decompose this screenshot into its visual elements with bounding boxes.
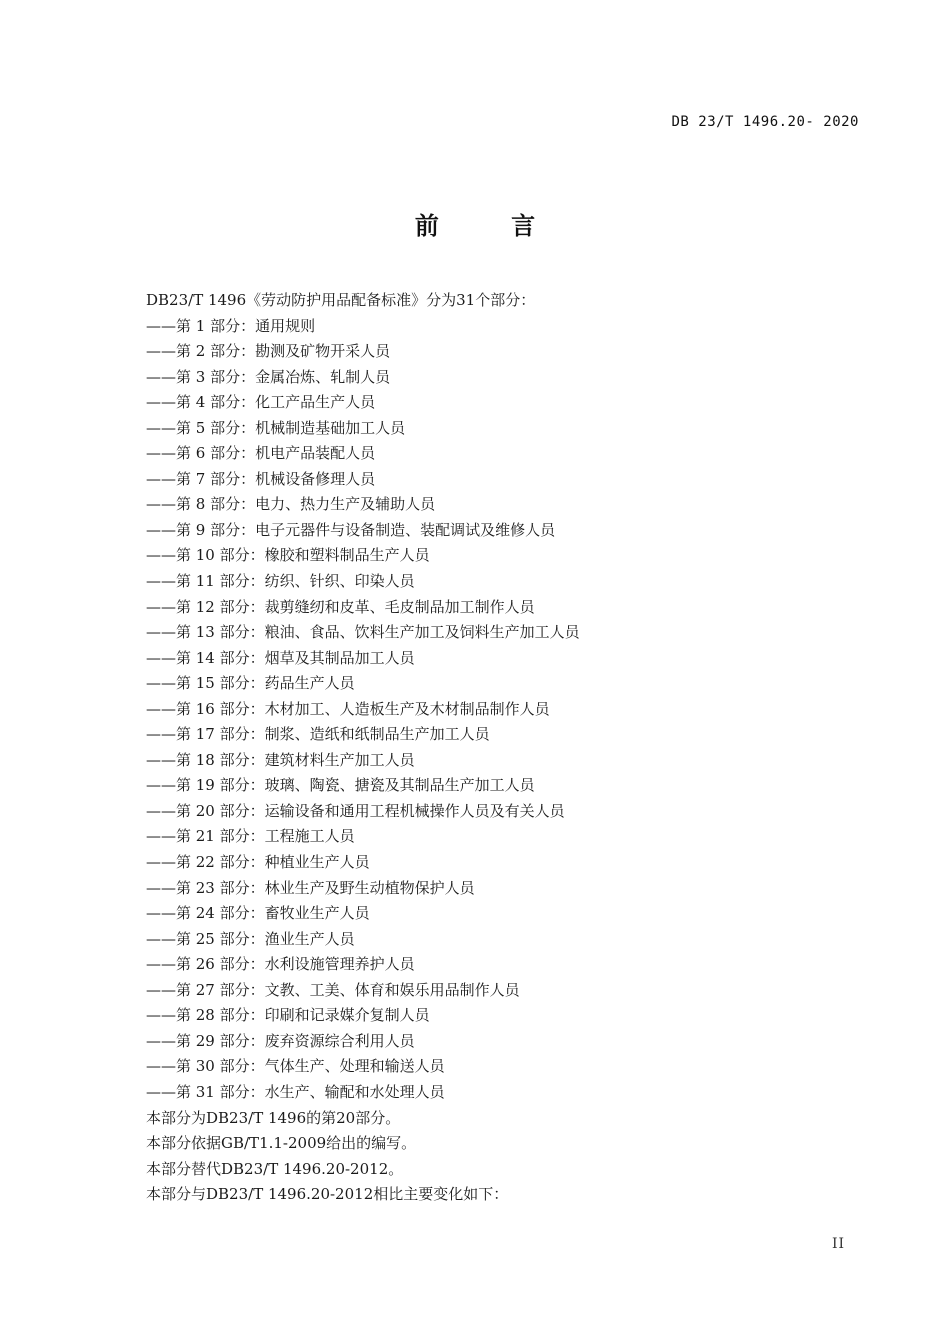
part-list-item: ——第 7 部分：机械设备修理人员 <box>146 469 376 488</box>
part-list-item: ——第 12 部分：裁剪缝纫和皮革、毛皮制品加工制作人员 <box>146 597 535 616</box>
part-list-item: ——第 31 部分：水生产、输配和水处理人员 <box>146 1082 445 1101</box>
closing-paragraph: 本部分替代DB23/T 1496.20-2012。 <box>146 1159 404 1178</box>
part-list-item: ——第 26 部分：水利设施管理养护人员 <box>146 955 415 974</box>
part-list-item: ——第 18 部分：建筑材料生产加工人员 <box>146 750 415 769</box>
part-list-item: ——第 11 部分：纺织、针织、印染人员 <box>146 572 415 591</box>
part-list-item: ——第 19 部分：玻璃、陶瓷、搪瓷及其制品生产加工人员 <box>146 776 535 795</box>
part-list-item: ——第 30 部分：气体生产、处理和输送人员 <box>146 1057 445 1076</box>
parts-list <box>146 314 866 1106</box>
part-list-item: ——第 21 部分：工程施工人员 <box>146 827 355 846</box>
standard-number: DB 23/T 1496.20- 2020 <box>671 114 859 130</box>
part-list-item: ——第 20 部分：运输设备和通用工程机械操作人员及有关人员 <box>146 801 565 820</box>
part-list-item: ——第 1 部分：通用规则 <box>146 316 316 335</box>
part-list-item: ——第 23 部分：林业生产及野生动植物保护人员 <box>146 878 475 897</box>
part-list-item: ——第 9 部分：电子元器件与设备制造、装配调试及维修人员 <box>146 520 556 539</box>
closing-paragraphs <box>146 1106 866 1208</box>
intro-paragraph: DB23/T 1496《劳动防护用品配备标准》分为31个部分： <box>146 291 536 309</box>
part-list-item: ——第 17 部分：制浆、造纸和纸制品生产加工人员 <box>146 725 490 744</box>
foreword-body <box>146 288 866 1208</box>
closing-paragraph: 本部分依据GB/T1.1-2009给出的编写。 <box>146 1134 417 1153</box>
part-list-item: ——第 28 部分：印刷和记录媒介复制人员 <box>146 1006 430 1025</box>
part-list-item: ——第 5 部分：机械制造基础加工人员 <box>146 418 406 437</box>
part-list-item: ——第 22 部分：种植业生产人员 <box>146 853 370 872</box>
part-list-item: ——第 6 部分：机电产品装配人员 <box>146 444 376 463</box>
page-number: II <box>831 1236 845 1252</box>
part-list-item: ——第 24 部分：畜牧业生产人员 <box>146 904 370 923</box>
foreword-title: 前 言 <box>414 212 568 240</box>
part-list-item: ——第 10 部分：橡胶和塑料制品生产人员 <box>146 546 430 565</box>
part-list-item: ——第 29 部分：废弃资源综合利用人员 <box>146 1031 415 1050</box>
closing-paragraph: 本部分与DB23/T 1496.20-2012相比主要变化如下： <box>146 1185 509 1204</box>
part-list-item: ——第 8 部分：电力、热力生产及辅助人员 <box>146 495 436 514</box>
part-list-item: ——第 4 部分：化工产品生产人员 <box>146 393 376 412</box>
part-list-item: ——第 2 部分：勘测及矿物开采人员 <box>146 342 391 361</box>
part-list-item: ——第 14 部分：烟草及其制品加工人员 <box>146 648 415 667</box>
part-list-item: ——第 15 部分：药品生产人员 <box>146 674 355 693</box>
part-list-item: ——第 13 部分：粮油、食品、饮料生产加工及饲料生产加工人员 <box>146 623 580 642</box>
closing-paragraph: 本部分为DB23/T 1496的第20部分。 <box>146 1108 401 1127</box>
part-list-item: ——第 16 部分：木材加工、人造板生产及木材制品制作人员 <box>146 699 550 718</box>
part-list-item: ——第 25 部分：渔业生产人员 <box>146 929 355 948</box>
part-list-item: ——第 27 部分：文教、工美、体育和娱乐用品制作人员 <box>146 980 520 999</box>
part-list-item: ——第 3 部分：金属冶炼、轧制人员 <box>146 367 391 386</box>
